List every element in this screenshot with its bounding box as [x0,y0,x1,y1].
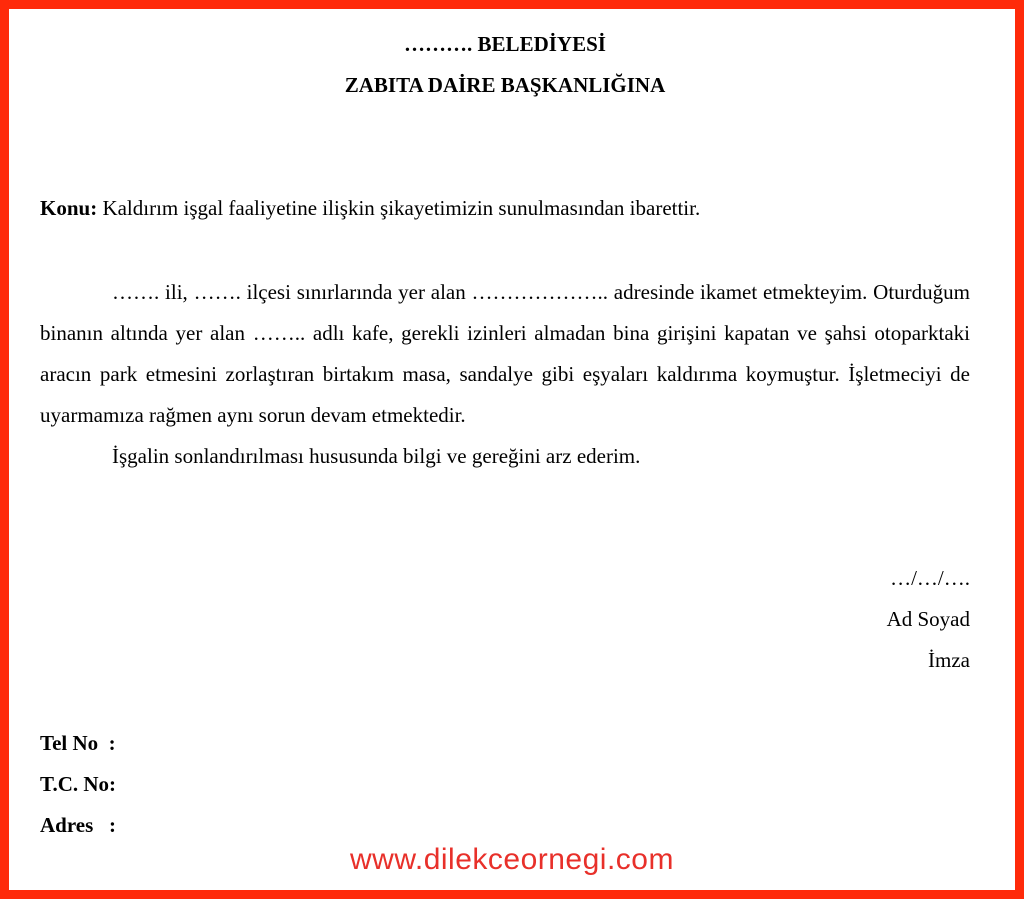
website-watermark: www.dilekceornegi.com [350,843,674,876]
signature-block [887,558,970,681]
address-label: Adres : [40,813,117,837]
body-paragraph-2: İşgalin sonlandırılması hususunda bilgi ve gereğini arz ederim. [112,444,641,468]
body-paragraph-1: ……. ili, ……. ilçesi sınırlarında yer alan ……………….. adresinde ikamet etmekteyim. Oturduğum binanın altında yer alan …….. adlı kafe, gerekli izinleri almadan bina girişini kapatan ve şahsi otoparktaki aracın park etmesini zorlaştıran birtakım masa, sandalye gibi eşyaları kaldırıma koymuştur. İşletmeciyi de uyarmamıza rağmen aynı sorun devam etmektedir. [40,280,970,427]
tc-label: T.C. No: [40,772,117,796]
signature-placeholder: İmza [928,648,970,672]
name-placeholder: Ad Soyad [886,607,970,631]
contact-block [40,723,116,846]
subject-line [40,188,970,229]
subject-text: Kaldırım işgal faaliyetine ilişkin şikayetimizin sunulmasından ibarettir. [97,196,701,220]
body-text [40,272,970,477]
tel-label: Tel No : [40,731,116,755]
date-placeholder: …/…/…. [890,566,970,590]
header-department: ZABITA DAİRE BAŞKANLIĞINA [344,73,666,97]
header-municipality: ………. BELEDİYESİ [404,32,606,56]
subject-label: Konu: [40,196,98,220]
